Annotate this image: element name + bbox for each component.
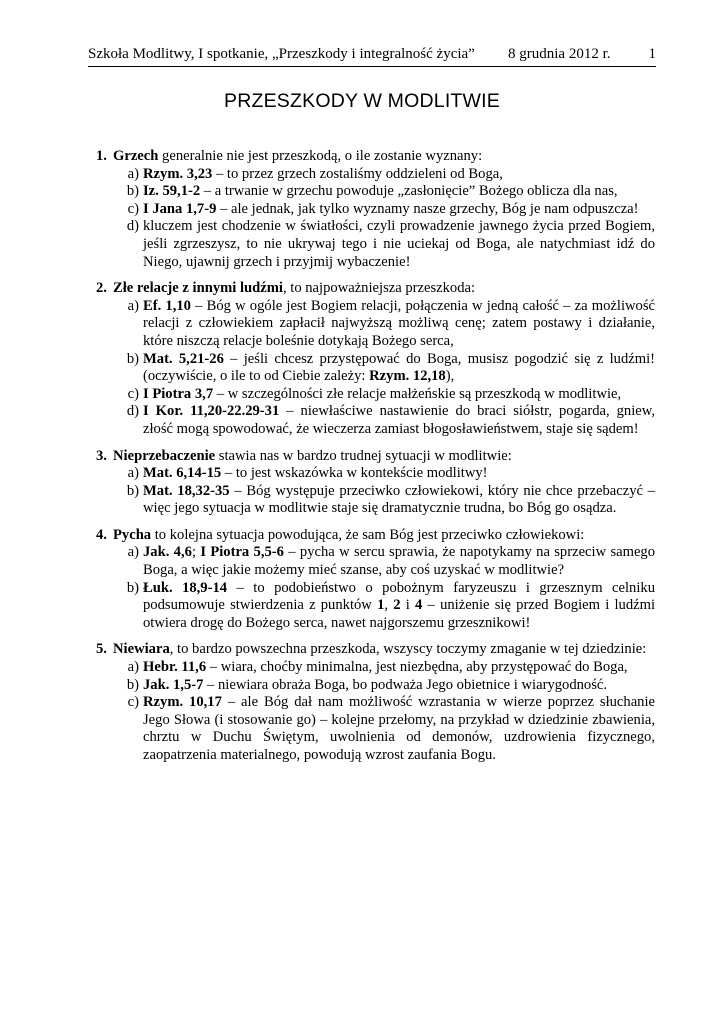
item-text: – w szczególności złe relacje małżeńskie są przeszkodą w modlitwie,: [213, 385, 622, 402]
scripture-ref: Jak. 1,5-7: [143, 676, 204, 693]
item-text: – niewłaściwe nastawienie do braci siółstr, pogarda, gniew, złość mogą spowodować, że wieczerza zamiast błogosławieństwem, staje się sądem!: [143, 403, 655, 437]
list-item: [113, 483, 655, 518]
item-letter: d): [126, 218, 139, 235]
item-text: – to przez grzech zostaliśmy oddzieleni od Boga,: [212, 165, 503, 182]
list-item: [113, 677, 655, 695]
scripture-ref: Hebr. 11,6: [143, 659, 207, 676]
item-text: – wiara, choćby minimalna, jest niezbędna, aby przystępować do Boga,: [206, 659, 628, 676]
section-term: Nieprzebaczenie: [113, 447, 216, 464]
header-date: 8 grudnia 2012 r.: [508, 46, 611, 62]
document-body: [96, 148, 655, 774]
list-item: [113, 201, 655, 219]
item-letter: c): [127, 385, 139, 402]
page-header: [88, 46, 656, 67]
scripture-ref: Mat. 6,14-15: [143, 465, 222, 482]
scripture-ref: I Kor. 11,20-22.29-31: [143, 403, 280, 420]
item-text: – jeśli chcesz przystępować do Boga, musisz pogodzić się z ludźmi! (oczywiście, o ile to od Ciebie zależy:: [143, 350, 655, 385]
item-letter: d): [126, 403, 139, 420]
point-ref: 1: [377, 597, 385, 614]
section-unforgiveness: [96, 448, 655, 518]
section-lead-text: to kolejna sytuacja powodująca, że sam Bóg jest przeciwko człowiekowi:: [151, 526, 585, 543]
list-item: [113, 351, 655, 386]
section-unbelief: [96, 641, 655, 764]
item-letter: b): [126, 579, 139, 596]
section-term: Niewiara: [113, 641, 170, 658]
section-sin: [96, 148, 655, 271]
scripture-ref: Iz. 59,1-2: [143, 183, 201, 200]
section-bad-relations: [96, 280, 655, 438]
section-number: 4.: [96, 526, 107, 543]
item-letter: b): [126, 350, 139, 367]
item-text: – niewiara obraża Boga, bo podważa Jego obietnice i wiarygodność.: [203, 676, 608, 693]
list-item: [113, 298, 655, 351]
item-letter: b): [126, 183, 139, 200]
point-ref: 4: [415, 597, 423, 614]
item-text: – ale jednak, jak tylko wyznamy nasze grzechy, Bóg je nam odpuszcza!: [216, 200, 639, 217]
item-text: – to jest wskazówka w kontekście modlitwy!: [221, 465, 488, 482]
section-lead: [113, 148, 655, 166]
item-text: – Bóg występuje przeciwko człowiekowi, który nie chce przebaczyć – więc jego sytuacja w modlitwie staje się dramatycznie trudna, bo Bóg go osądza.: [143, 482, 655, 517]
section-lead-text: stawia nas w bardzo trudnej sytuacji w modlitwie:: [215, 447, 512, 464]
section-lead-text: , to bardzo powszechna przeszkoda, wszyscy toczymy zmaganie w tej dziedzinie:: [169, 641, 647, 658]
item-letter: a): [127, 465, 139, 482]
list-item: [113, 166, 655, 184]
item-text-tail: – uniżenie się przed Bogiem i ludźmi otwiera drogę do Bożego serca, nawet najgorszemu grzesznikowi!: [143, 597, 656, 631]
item-text: ;: [191, 544, 201, 561]
item-letter: a): [127, 165, 139, 182]
item-text: – a trwanie w grzechu powoduje „zasłonięcie” Bożego oblicza dla nas,: [200, 183, 618, 200]
scripture-ref: Jak. 4,6: [143, 544, 192, 561]
item-letter: a): [127, 297, 139, 314]
section-number: 1.: [96, 148, 107, 164]
page-title: PRZESZKODY W MODLITWIE: [224, 90, 500, 112]
section-number: 3.: [96, 447, 107, 464]
scripture-ref: Rzym. 12,18: [369, 368, 446, 385]
scripture-ref: Rzym. 3,23: [143, 165, 213, 182]
item-letter: c): [127, 694, 139, 711]
item-letter: b): [126, 676, 139, 693]
section-lead-text: , to najpoważniejsza przeszkoda:: [282, 280, 476, 297]
item-letter: a): [127, 659, 139, 676]
item-text-tail: ),: [445, 368, 455, 385]
section-lead: [113, 448, 655, 466]
section-term: Grzech: [113, 148, 159, 164]
section-number: 2.: [96, 280, 107, 297]
item-letter: b): [126, 482, 139, 499]
list-item: [113, 694, 655, 764]
list-item: [113, 218, 655, 271]
list-item: [113, 403, 655, 438]
list-item: [113, 386, 655, 404]
item-letter: a): [127, 544, 139, 561]
item-text: – to podobieństwo o pobożnym faryzeuszu i grzesznym celniku podsumowuje stwierdzenia z punktów: [143, 579, 655, 614]
item-letter: c): [127, 200, 139, 217]
section-lead-text: generalnie nie jest przeszkodą, o ile zostanie wyznany:: [158, 148, 483, 164]
scripture-ref: Łuk. 18,9-14: [143, 579, 228, 596]
list-item: [113, 183, 655, 201]
header-title: Szkoła Modlitwy, I spotkanie, „Przeszkody i integralność życia”: [88, 46, 475, 62]
list-item: [113, 659, 655, 677]
item-text-tail: – pycha w sercu sprawia, że napotykamy na sprzeciw samego Boga, a więc jakie możemy mieć szanse, aby coś uzyskać w modlitwie?: [143, 544, 656, 579]
list-item: [113, 580, 655, 633]
scripture-ref: Ef. 1,10: [143, 297, 191, 314]
scripture-ref: I Jana 1,7-9: [143, 200, 217, 217]
page-number: 1: [648, 46, 656, 62]
scripture-ref: Mat. 18,32-35: [143, 482, 230, 499]
section-term: Złe relacje z innymi ludźmi: [113, 280, 283, 297]
section-number: 5.: [96, 641, 107, 658]
list-item: [113, 544, 655, 579]
separator: i: [400, 597, 416, 614]
section-lead: [113, 641, 655, 659]
scripture-ref: Mat. 5,21-26: [143, 350, 224, 367]
separator: ,: [384, 597, 394, 614]
scripture-ref: I Piotra 5,5-6: [200, 544, 284, 561]
section-pride: [96, 527, 655, 633]
item-text: – ale Bóg dał nam możliwość wzrastania w wierze poprzez słuchanie Jego Słowa (i stosowanie go) – kolejne przełomy, na przykład w dziedzinie zbawienia, chrztu w Duchu Świętym, uwolnienia od demonów, uzdrowienia fizycznego, zaopatrzenia materialnego, powodują wzrost zaufania Bogu.: [143, 694, 656, 763]
item-text: kluczem jest chodzenie w światłości, czyli prowadzenie jawnego życia przed Bogiem, jeśli zgrzeszysz, to nie ukrywaj tego i nie uciekaj od Boga, ale natychmiast idź do Niego, ujawnij grzech i przyjmij wybaczenie!: [143, 218, 655, 270]
section-term: Pycha: [113, 526, 152, 543]
section-lead: [113, 280, 655, 298]
scripture-ref: I Piotra 3,7: [143, 385, 214, 402]
item-text: – Bóg w ogóle jest Bogiem relacji, połączenia w jedną całość – za możliwość relacji z człowiekiem zapłacił najwyższą możliwą cenę; zatem postawy i działanie, które niszczą relacje boleśnie dotykają Bożego serca,: [143, 297, 655, 349]
point-ref: 2: [393, 597, 401, 614]
section-lead: [113, 527, 655, 545]
scripture-ref: Rzym. 10,17: [143, 694, 222, 711]
list-item: [113, 465, 655, 483]
